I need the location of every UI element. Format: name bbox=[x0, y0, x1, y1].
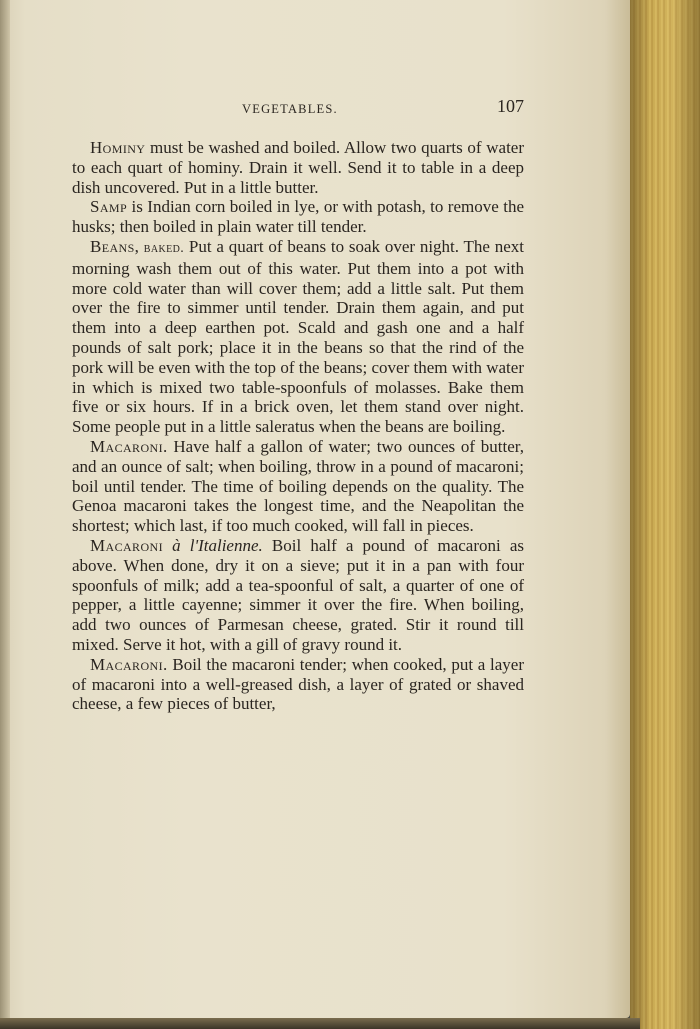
running-title: VEGETABLES. bbox=[242, 102, 338, 116]
text-macaroni-italienne: Boil half a pound of macaroni as above. When done, dry it on a sieve; put it in a pan with four spoonfuls of milk; add a tea-spoonful of salt, a quarter of one of pepper, a little cayenne; simmer it over the fire. When boiling, add two ounces of Parmesan cheese, grated. Stir it round till mixed. Serve it hot, with a gill of gravy round it. bbox=[72, 535, 525, 654]
paragraph-samp bbox=[72, 197, 524, 237]
body-text bbox=[72, 138, 524, 714]
page-bottom-edge bbox=[0, 1018, 640, 1029]
lead-macaroni-layered: Macaroni. bbox=[90, 654, 168, 674]
lead-macaroni: Macaroni. bbox=[90, 436, 168, 456]
lead-samp: Samp bbox=[90, 197, 128, 217]
lead-beans: Beans, bbox=[90, 236, 140, 256]
lead-macaroni-italienne: Macaroni bbox=[90, 535, 163, 555]
fore-edge-shading bbox=[630, 0, 700, 1029]
page-gutter-shadow bbox=[0, 0, 10, 1018]
paragraph-macaroni-layered bbox=[72, 655, 524, 714]
lead-italienne: à l'Italienne. bbox=[162, 535, 263, 555]
text-hominy: must be washed and boiled. Allow two quarts of water to each quart of hominy. Drain it well. Send it to table in a deep dish uncovered. Put in a little butter. bbox=[72, 138, 524, 197]
lead-baked: baked. bbox=[139, 240, 185, 256]
paragraph-macaroni-italienne bbox=[72, 536, 524, 655]
text-macaroni-layered: Boil the macaroni tender; when cooked, put a layer of macaroni into a well-greased dish, a layer of grated or shaved cheese, a few pieces of butter, bbox=[72, 654, 524, 714]
text-macaroni: Have half a gallon of water; two ounces of butter, and an ounce of salt; when boiling, throw in a pound of macaroni; boil until tender. The time of boiling depends on the quality. The Genoa macaroni takes the longest time, and the Neapolitan the shortest; which last, if too much cooked, will fall in pieces. bbox=[72, 436, 524, 536]
page-number: 107 bbox=[497, 96, 524, 116]
page-header bbox=[72, 96, 524, 120]
paragraph-hominy bbox=[72, 138, 524, 197]
paragraph-beans-baked bbox=[72, 237, 524, 437]
text-beans-baked: Put a quart of beans to soak over night. The next morning wash them out of this water. Put them into a pot with more cold water than will cover them; add a little salt. Put them over the fire to simmer until tender. Drain them again, and put them into a deep earthen pot. Scald and gash one and a half pounds of salt pork; place it in the beans so that the rind of the pork will be even with the top of the beans; cover them with water in which is mixed two table-spoonfuls of molasses. Bake them five or six hours. If in a brick oven, let them stand over night. Some people put in a little saleratus when the beans are boiling. bbox=[72, 236, 525, 437]
paragraph-macaroni bbox=[72, 437, 524, 536]
text-samp: is Indian corn boiled in lye, or with potash, to remove the husks; then boiled in plain water till tender. bbox=[72, 197, 524, 237]
lead-hominy: Hominy bbox=[90, 138, 146, 157]
